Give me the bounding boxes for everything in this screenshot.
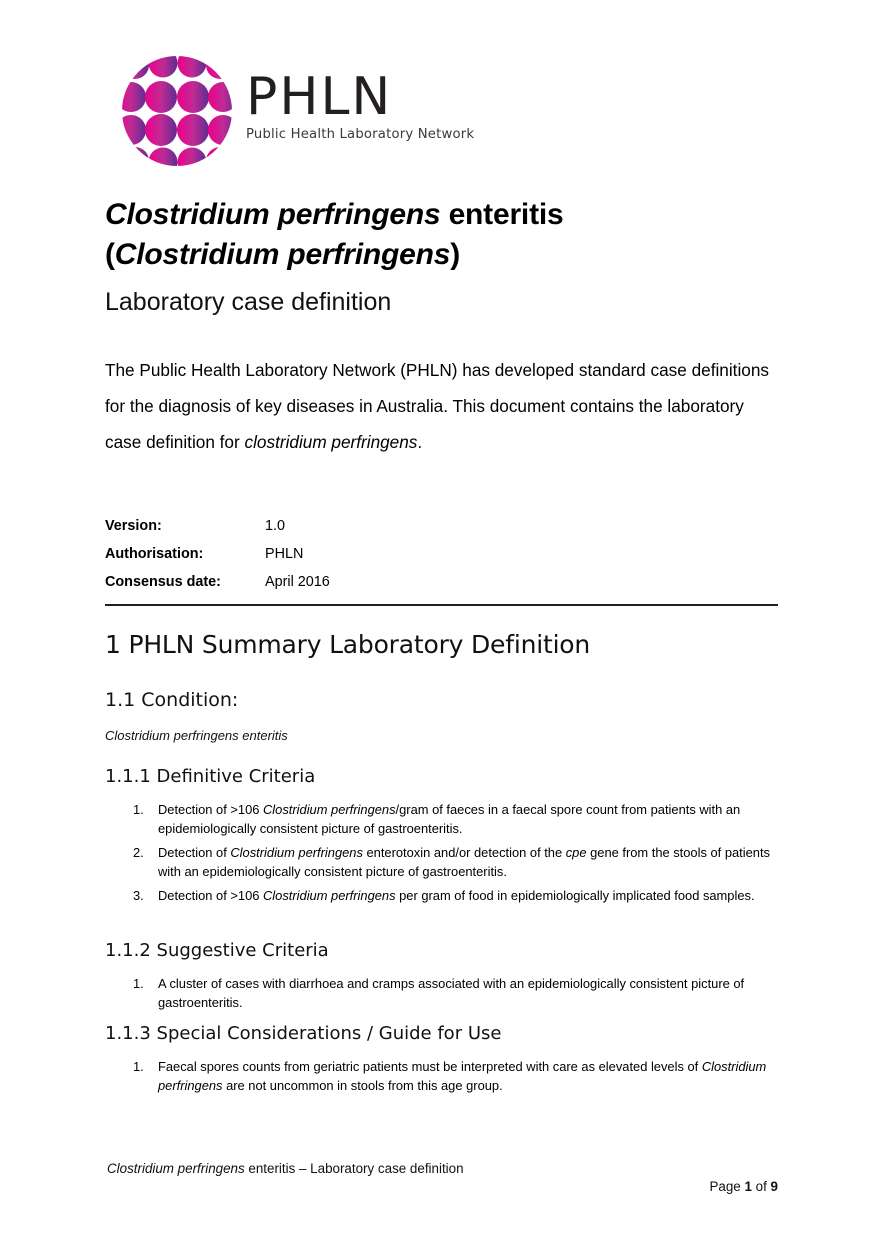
list-item-italic-1: Clostridium perfringens (230, 845, 363, 860)
title-rest-1: enteritis (440, 198, 564, 231)
phln-tagline: Public Health Laboratory Network (246, 127, 475, 142)
section-heading-1: 1 PHLN Summary Laboratory Definition (105, 630, 591, 659)
phln-logo (118, 55, 475, 170)
metadata-label-consensus-date: Consensus date: (105, 574, 221, 590)
list-item (133, 886, 778, 905)
list-item-text-3: gene from the stools of patients with an epidemiologically consistent picture of gastroenteritis. (158, 845, 770, 879)
list-item-text-2: /gram of faeces in a faecal spore count from patients with an epidemiologically consistent picture of gastroenteritis. (158, 802, 741, 836)
suggestive-criteria-list (133, 974, 778, 1017)
footer-page-number (105, 1178, 778, 1196)
page-title (105, 195, 805, 275)
footer-species-italic: Clostridium perfringens (107, 1161, 245, 1176)
metadata-label-authorisation: Authorisation: (105, 546, 204, 562)
list-item-number: 1. (133, 1059, 144, 1074)
list-item-italic-1: Clostridium perfringens (263, 888, 396, 903)
phln-wordmark (246, 67, 475, 143)
definitive-criteria-list (133, 800, 778, 910)
section-heading-1-1-3: 1.1.3 Special Considerations / Guide for Use (105, 1023, 502, 1044)
footer-document-label (107, 1160, 464, 1178)
list-item-number: 1. (133, 802, 144, 817)
list-item-text-2: are not uncommon in stools from this age group. (222, 1078, 503, 1093)
footer-page-total: 9 (770, 1179, 778, 1194)
list-item-text-1: A cluster of cases with diarrhoea and cramps associated with an epidemiologically consistent picture of gastroenteritis. (158, 976, 745, 1010)
footer-label-rest: enteritis – Laboratory case definition (244, 1161, 464, 1176)
title-species-2: Clostridium perfringens (114, 238, 451, 271)
metadata-value-authorisation: PHLN (265, 546, 304, 562)
title-paren-open: ( (105, 238, 115, 271)
metadata-row-authorisation (105, 540, 525, 568)
document-metadata (105, 512, 525, 596)
metadata-value-version: 1.0 (265, 518, 286, 534)
list-item-italic-1: Clostridium perfringens (158, 1059, 767, 1093)
list-item-number: 2. (133, 845, 144, 860)
list-item-number: 3. (133, 888, 144, 903)
list-item-number: 1. (133, 976, 144, 991)
special-considerations-list (133, 1057, 778, 1100)
intro-text-part1: The Public Health Laboratory Network (PHLN) has developed standard case definitions for the diagnosis of key diseases in Australia. This document contains the laboratory case definition for (105, 360, 769, 452)
list-item (133, 974, 778, 1012)
metadata-row-consensus-date (105, 568, 525, 596)
intro-paragraph (105, 352, 777, 460)
intro-text-part2: . (417, 432, 423, 452)
page-subtitle: Laboratory case definition (105, 288, 392, 316)
list-item-text-1: Detection of (158, 845, 231, 860)
section-heading-1-1: 1.1 Condition: (105, 689, 239, 711)
phln-wordmark-text: PHLN (246, 67, 393, 127)
list-item (133, 800, 778, 838)
horizontal-divider (105, 604, 778, 606)
list-item-text-1: Detection of >106 (158, 888, 263, 903)
list-item-text-1: Faecal spores counts from geriatric patients must be interpreted with care as elevated levels of (158, 1059, 702, 1074)
list-item-text-2: enterotoxin and/or detection of the (362, 845, 566, 860)
metadata-row-version (105, 512, 525, 540)
list-item (133, 1057, 778, 1095)
list-item-italic-1: Clostridium perfringens (263, 802, 396, 817)
list-item-italic-2: cpe (565, 845, 587, 860)
section-heading-1-1-1: 1.1.1 Definitive Criteria (105, 766, 316, 787)
phln-dot-sphere-icon (118, 55, 236, 167)
list-item-text-2: per gram of food in epidemiologically implicated food samples. (395, 888, 755, 903)
metadata-label-version: Version: (105, 518, 162, 534)
footer-page-current: 1 (744, 1179, 752, 1194)
footer-of-word: of (755, 1179, 767, 1194)
list-item (133, 843, 778, 881)
metadata-value-consensus-date: April 2016 (265, 574, 330, 590)
section-heading-1-1-2: 1.1.2 Suggestive Criteria (105, 940, 329, 961)
list-item-text-1: Detection of >106 (158, 802, 263, 817)
title-species-1: Clostridium perfringens (105, 198, 441, 231)
intro-species-italic: clostridium perfringens (244, 432, 418, 452)
condition-value: Clostridium perfringens enteritis (105, 728, 288, 743)
title-paren-close: ) (450, 238, 461, 271)
footer-page-word: Page (709, 1179, 741, 1194)
